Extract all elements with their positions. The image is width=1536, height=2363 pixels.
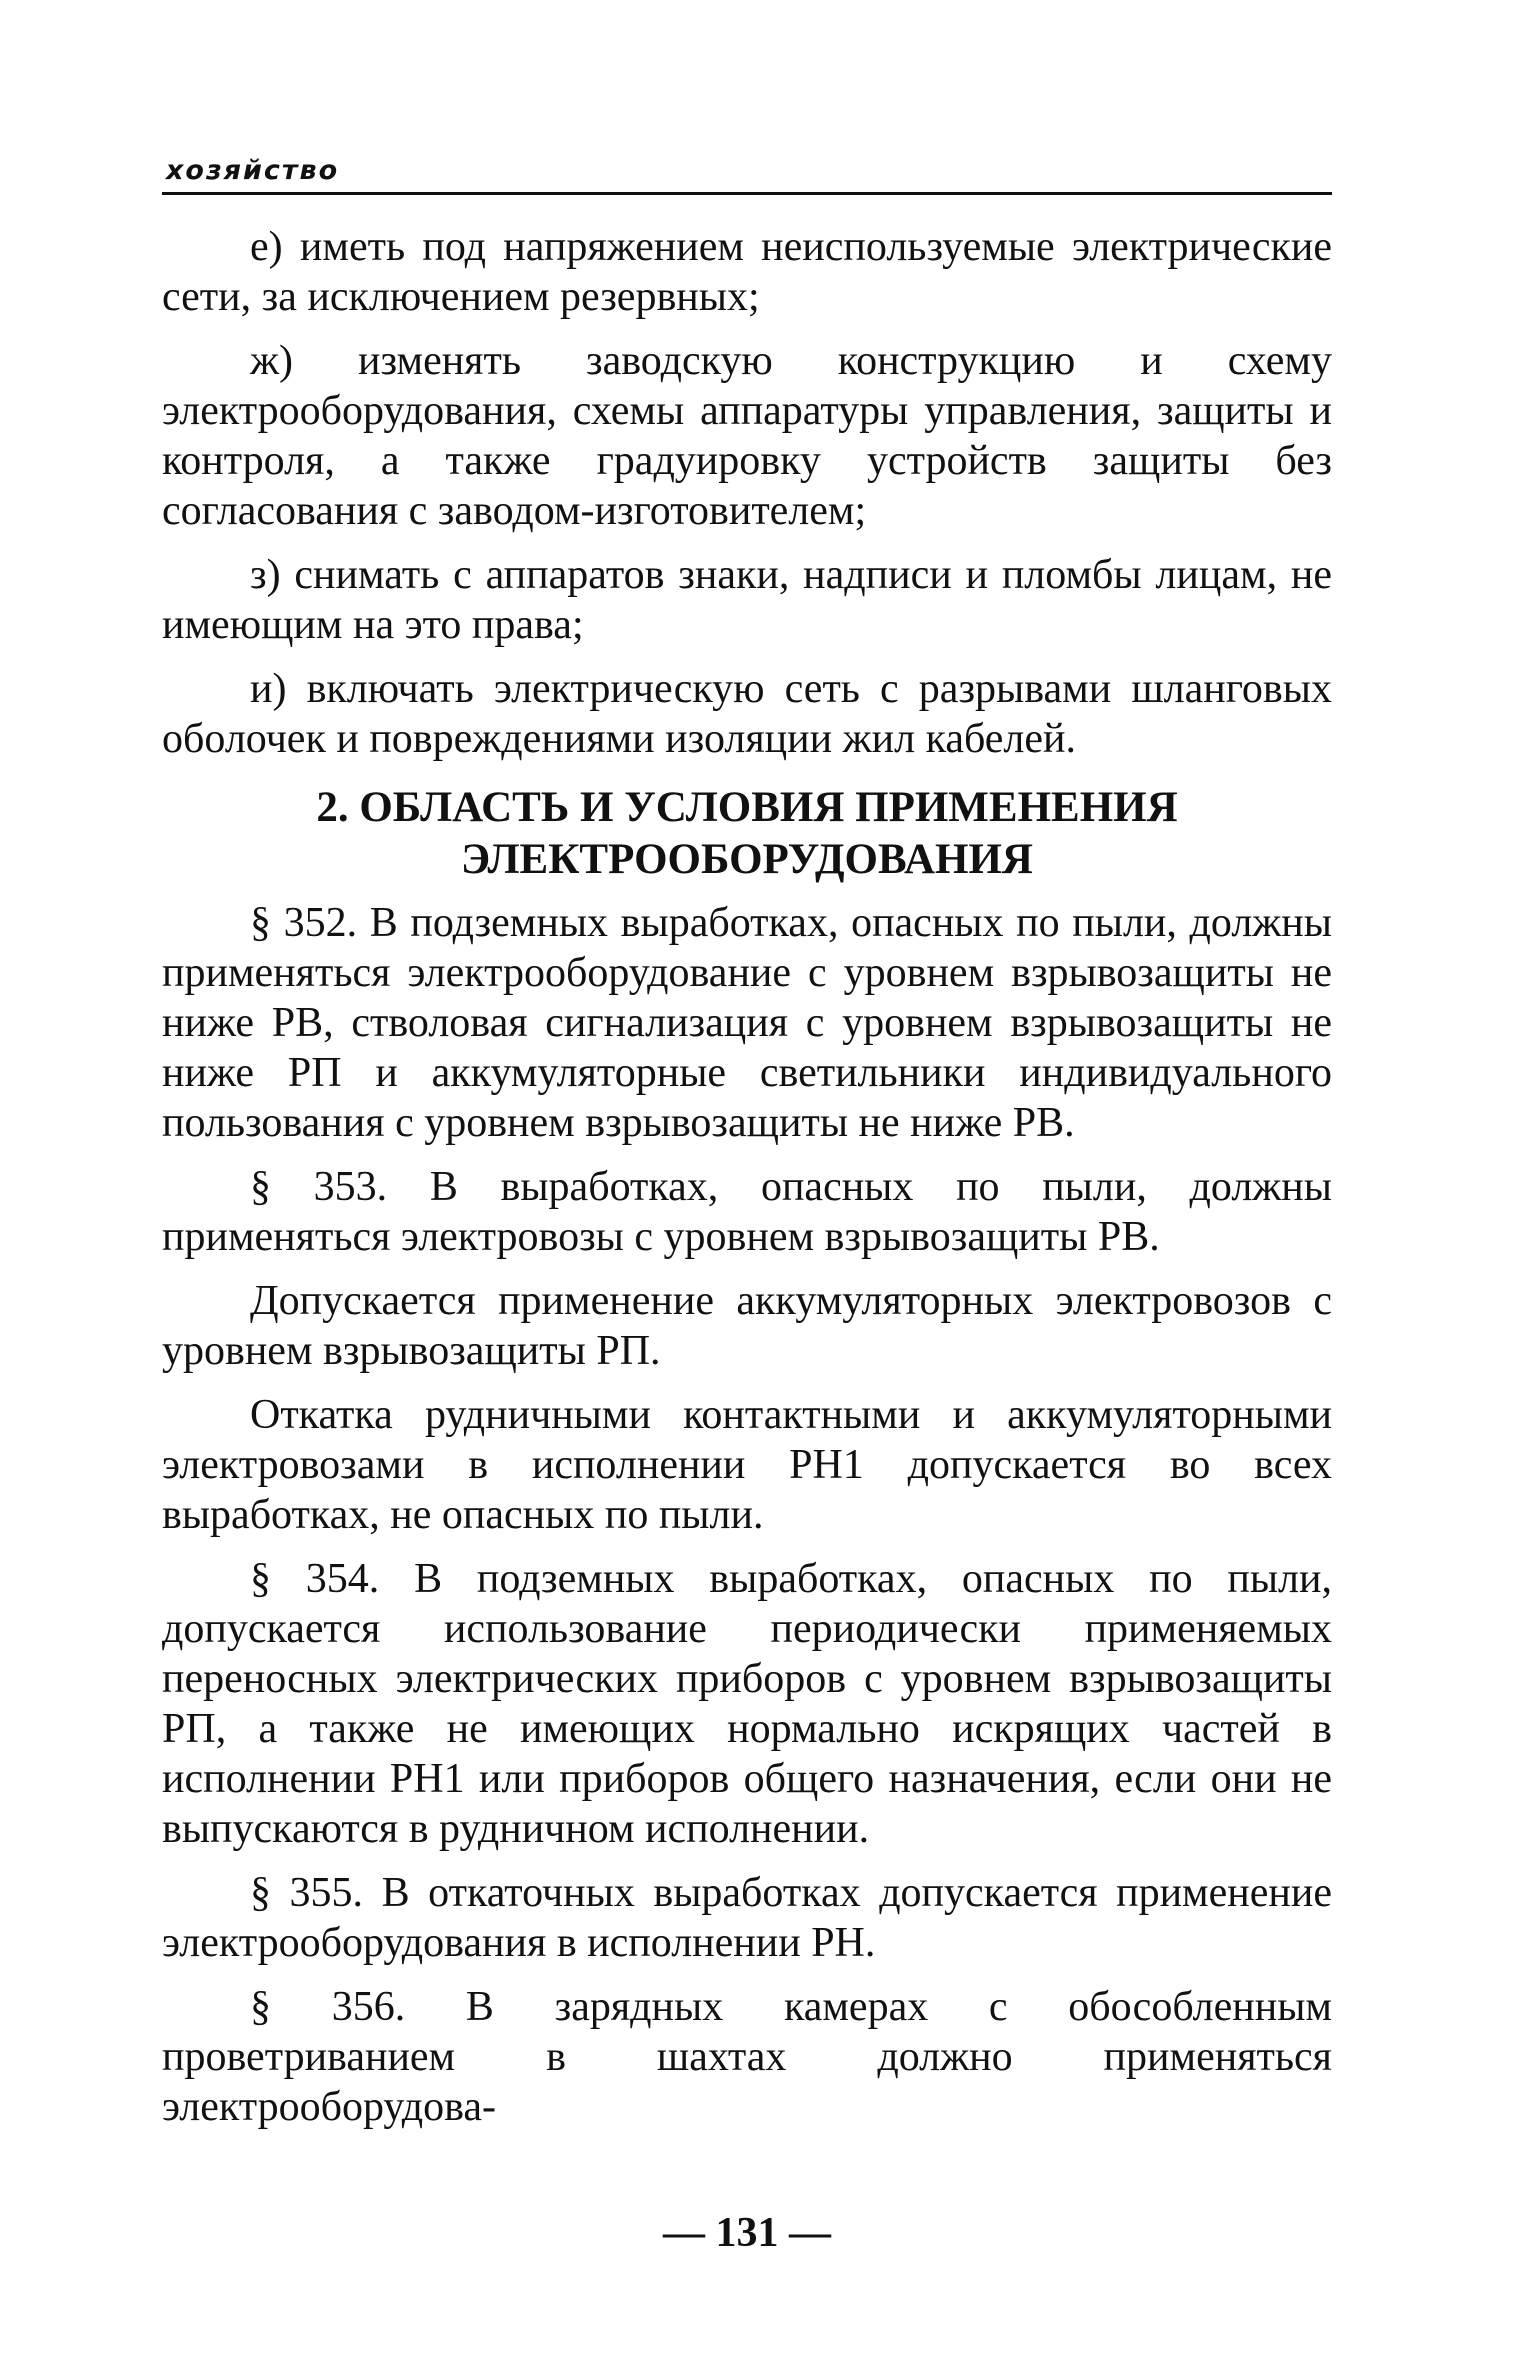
section-heading-line-2: ЭЛЕКТРООБОРУДОВАНИЯ [461, 836, 1033, 883]
list-item-i: и) включать электрическую сеть с разрывами шланговых оболочек и повреждениями изоляции жил кабелей. [162, 666, 1332, 762]
list-item-e: е) иметь под напряжением неиспользуемые электрические сети, за исключением резервных; [162, 224, 1332, 320]
section-heading [162, 782, 1332, 886]
paragraph-354: § 354. В подземных выработках, опасных по пыли, допускается использование периодически применяемых переносных электрических приборов с уровнем взрывозащиты РП, а также не имеющих нормально искрящих частей в исполнении РН1 или приборов общего назначения, если они не выпускаются в рудничном исполнении. [162, 1556, 1332, 1852]
paragraph-352: § 352. В подземных выработках, опасных по пыли, должны применяться электрооборудование с уровнем взрывозащиты не ниже РВ, стволовая сигнализация с уровнем взрывозащиты не ниже РП и аккумуляторные светильники индивидуального пользования с уровнем взрывозащиты не ниже РВ. [162, 900, 1332, 1146]
running-head-title: хозяйство [166, 155, 340, 186]
paragraph-353: § 353. В выработках, опасных по пыли, должны применяться электровозы с уровнем взрывозащиты РВ. [162, 1164, 1332, 1260]
page-number: — 131 — [663, 2210, 831, 2256]
paragraph-353-electric-locomotives: Допускается применение аккумуляторных электровозов с уровнем взрывозащиты РП. [162, 1278, 1332, 1374]
book-page [162, 0, 1332, 2363]
list-item-z: з) снимать с аппаратов знаки, надписи и пломбы лицам, не имеющим на это права; [162, 552, 1332, 648]
page-body [162, 222, 1332, 2146]
paragraph-353-haulage: Откатка рудничными контактными и аккумуляторными электровозами в исполнении РН1 допускается во всех выработках, не опасных по пыли. [162, 1392, 1332, 1538]
paragraph-355: § 355. В откаточных выработках допускается применение электрооборудования в исполнении РН. [162, 1870, 1332, 1966]
paragraph-356: § 356. В зарядных камерах с обособленным проветриванием в шахтах должно применяться электрооборудова- [162, 1984, 1332, 2130]
running-head [162, 150, 1332, 195]
list-item-zh: ж) изменять заводскую конструкцию и схему электрооборудования, схемы аппаратуры управления, защиты и контроля, а также градуировку устройств защиты без согласования с заводом-изготовителем; [162, 338, 1332, 534]
section-heading-line-1: 2. ОБЛАСТЬ И УСЛОВИЯ ПРИМЕНЕНИЯ [316, 784, 1178, 831]
